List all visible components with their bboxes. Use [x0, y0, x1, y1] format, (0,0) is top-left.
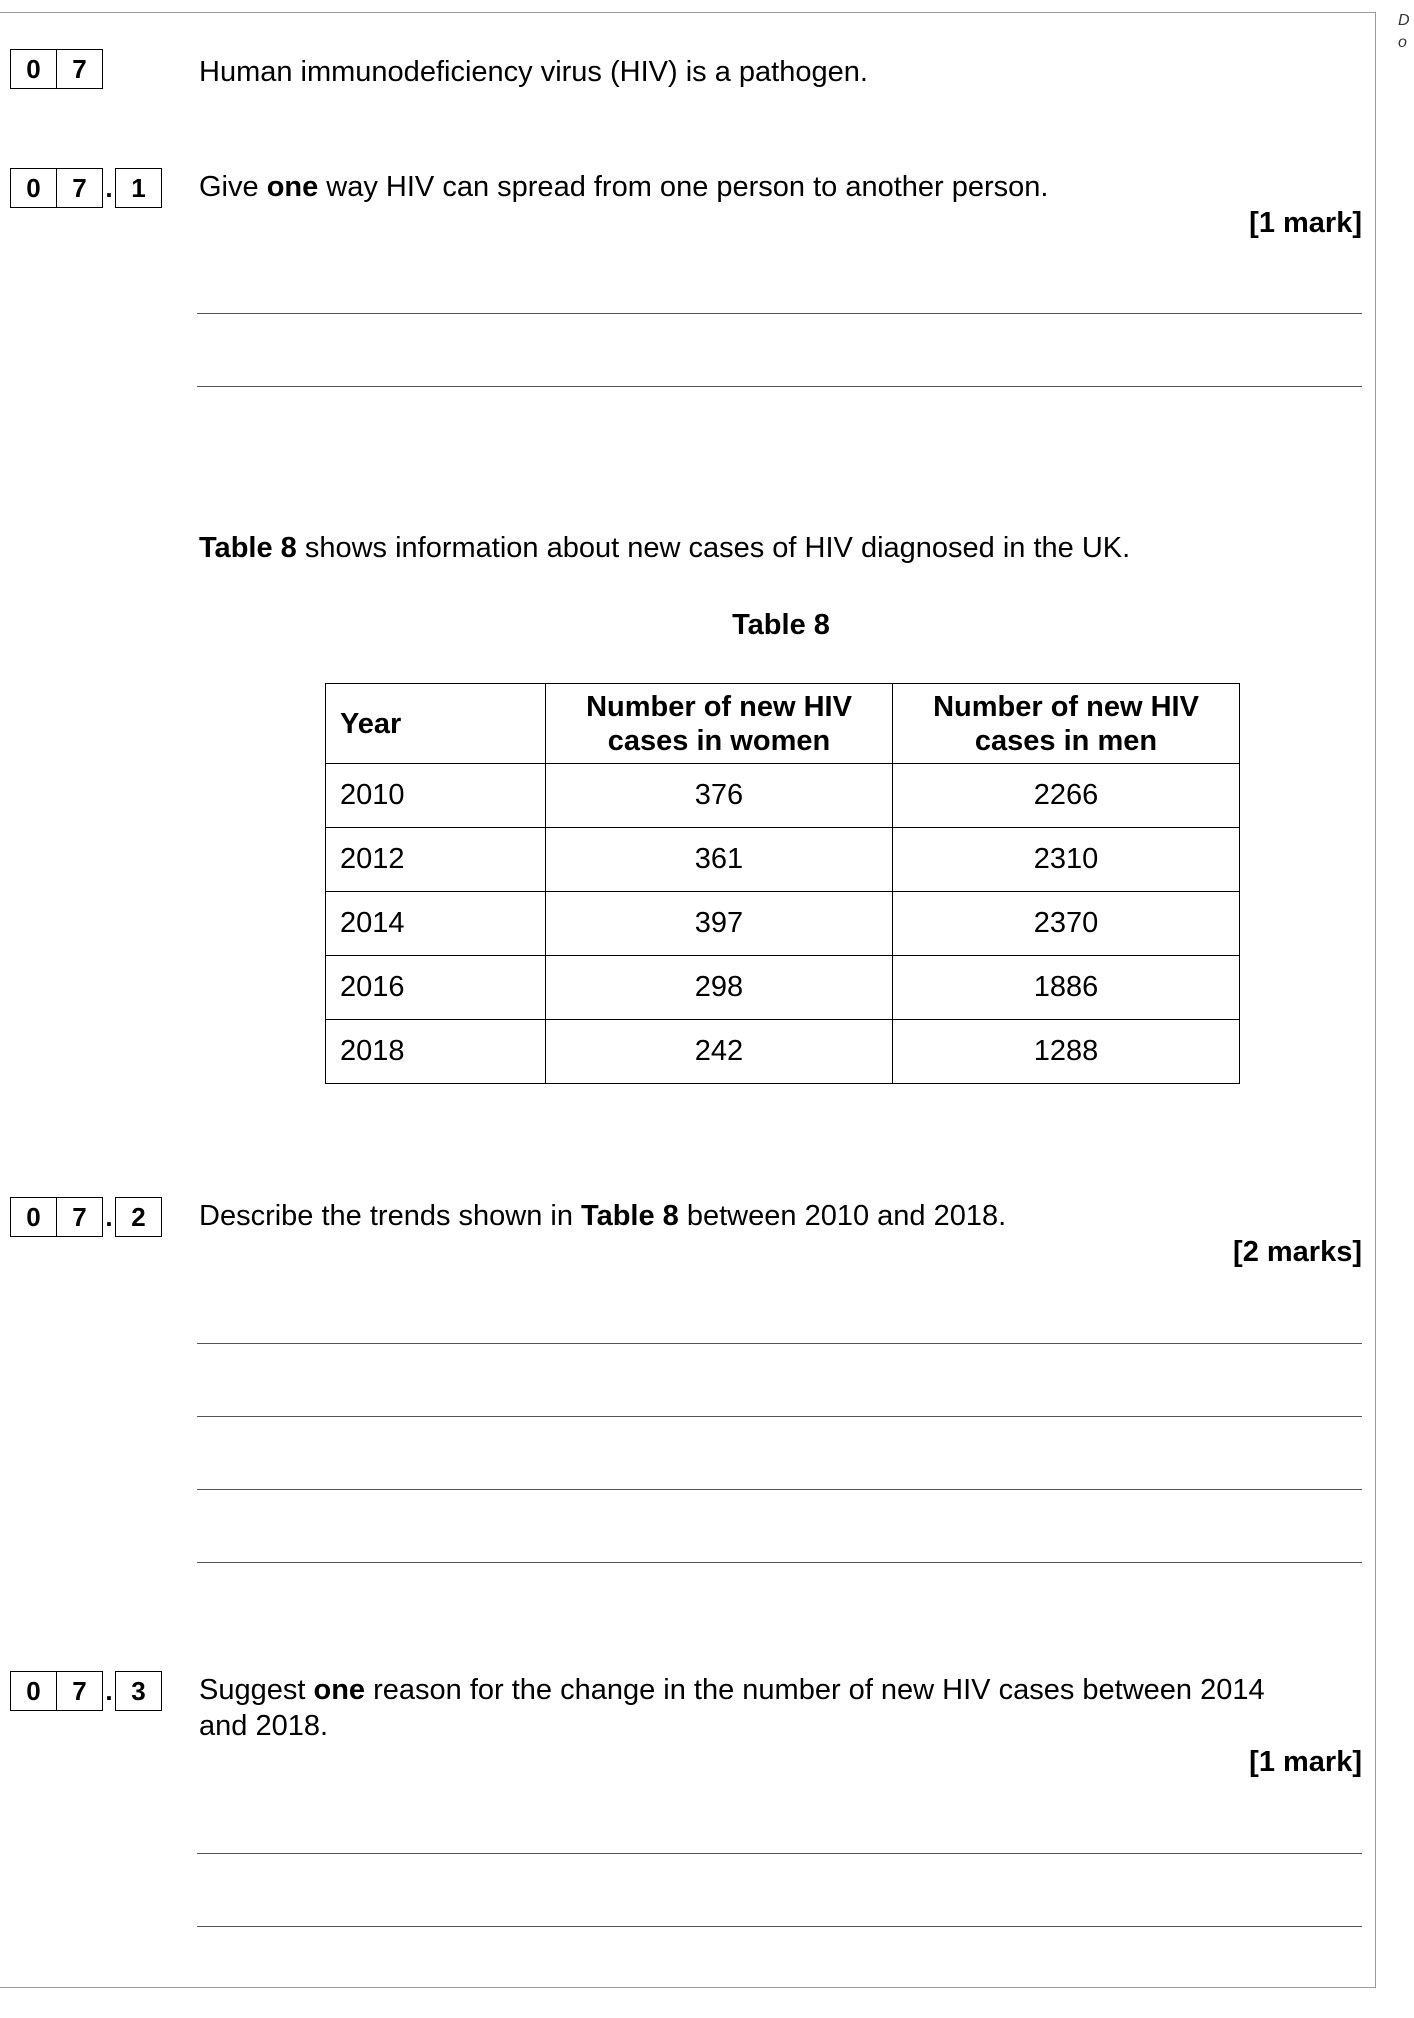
- table-intro-text: Table 8 shows information about new cases of HIV diagnosed in the UK.: [199, 532, 1131, 564]
- question-07-2-text: Describe the trends shown in Table 8 between 2010 and 2018.: [199, 1200, 1007, 1232]
- table-row: 2014 397 2370: [326, 892, 1240, 956]
- header-year: Year: [326, 684, 546, 764]
- answer-line-07-3-a[interactable]: [197, 1853, 1362, 1854]
- table-row: 2010 376 2266: [326, 764, 1240, 828]
- answer-line-07-3-b[interactable]: [197, 1926, 1362, 1927]
- question-07-3-text: Suggest one reason for the change in the number of new HIV cases between 2014 and 2018.: [199, 1674, 1265, 1742]
- question-number-07-1: 0 7 . 1: [10, 168, 162, 208]
- question-number-07-3: 0 7 . 3: [10, 1671, 162, 1711]
- table-row: 2012 361 2310: [326, 828, 1240, 892]
- question-number-07-2: 0 7 . 2: [10, 1197, 162, 1237]
- marks-07-1: [1 mark]: [1249, 207, 1362, 239]
- question-07-1-text: Give one way HIV can spread from one person to another person.: [199, 171, 1049, 203]
- answer-line-07-2-b[interactable]: [197, 1416, 1362, 1417]
- page-border-bottom: [0, 1987, 1376, 1988]
- page-border-right: [1375, 12, 1376, 1987]
- marks-07-3: [1 mark]: [1249, 1746, 1362, 1778]
- table-header-row: [326, 684, 1240, 764]
- question-number-07: 0 7: [10, 49, 103, 89]
- answer-line-07-1-b[interactable]: [197, 386, 1362, 387]
- table-title: Table 8: [732, 609, 830, 641]
- page-border-top: [0, 12, 1375, 13]
- answer-line-07-1-a[interactable]: [197, 313, 1362, 314]
- header-men: Number of new HIV cases in men: [893, 684, 1240, 764]
- answer-line-07-2-d[interactable]: [197, 1562, 1362, 1563]
- hiv-cases-table: [325, 683, 1240, 1084]
- answer-line-07-2-a[interactable]: [197, 1343, 1362, 1344]
- table-row: 2018 242 1288: [326, 1020, 1240, 1084]
- table-row: 2016 298 1886: [326, 956, 1240, 1020]
- margin-note: D o: [1398, 12, 1410, 51]
- answer-line-07-2-c[interactable]: [197, 1489, 1362, 1490]
- marks-07-2: [2 marks]: [1233, 1236, 1362, 1268]
- question-07-intro: Human immunodeficiency virus (HIV) is a pathogen.: [199, 56, 868, 88]
- header-women: Number of new HIV cases in women: [546, 684, 893, 764]
